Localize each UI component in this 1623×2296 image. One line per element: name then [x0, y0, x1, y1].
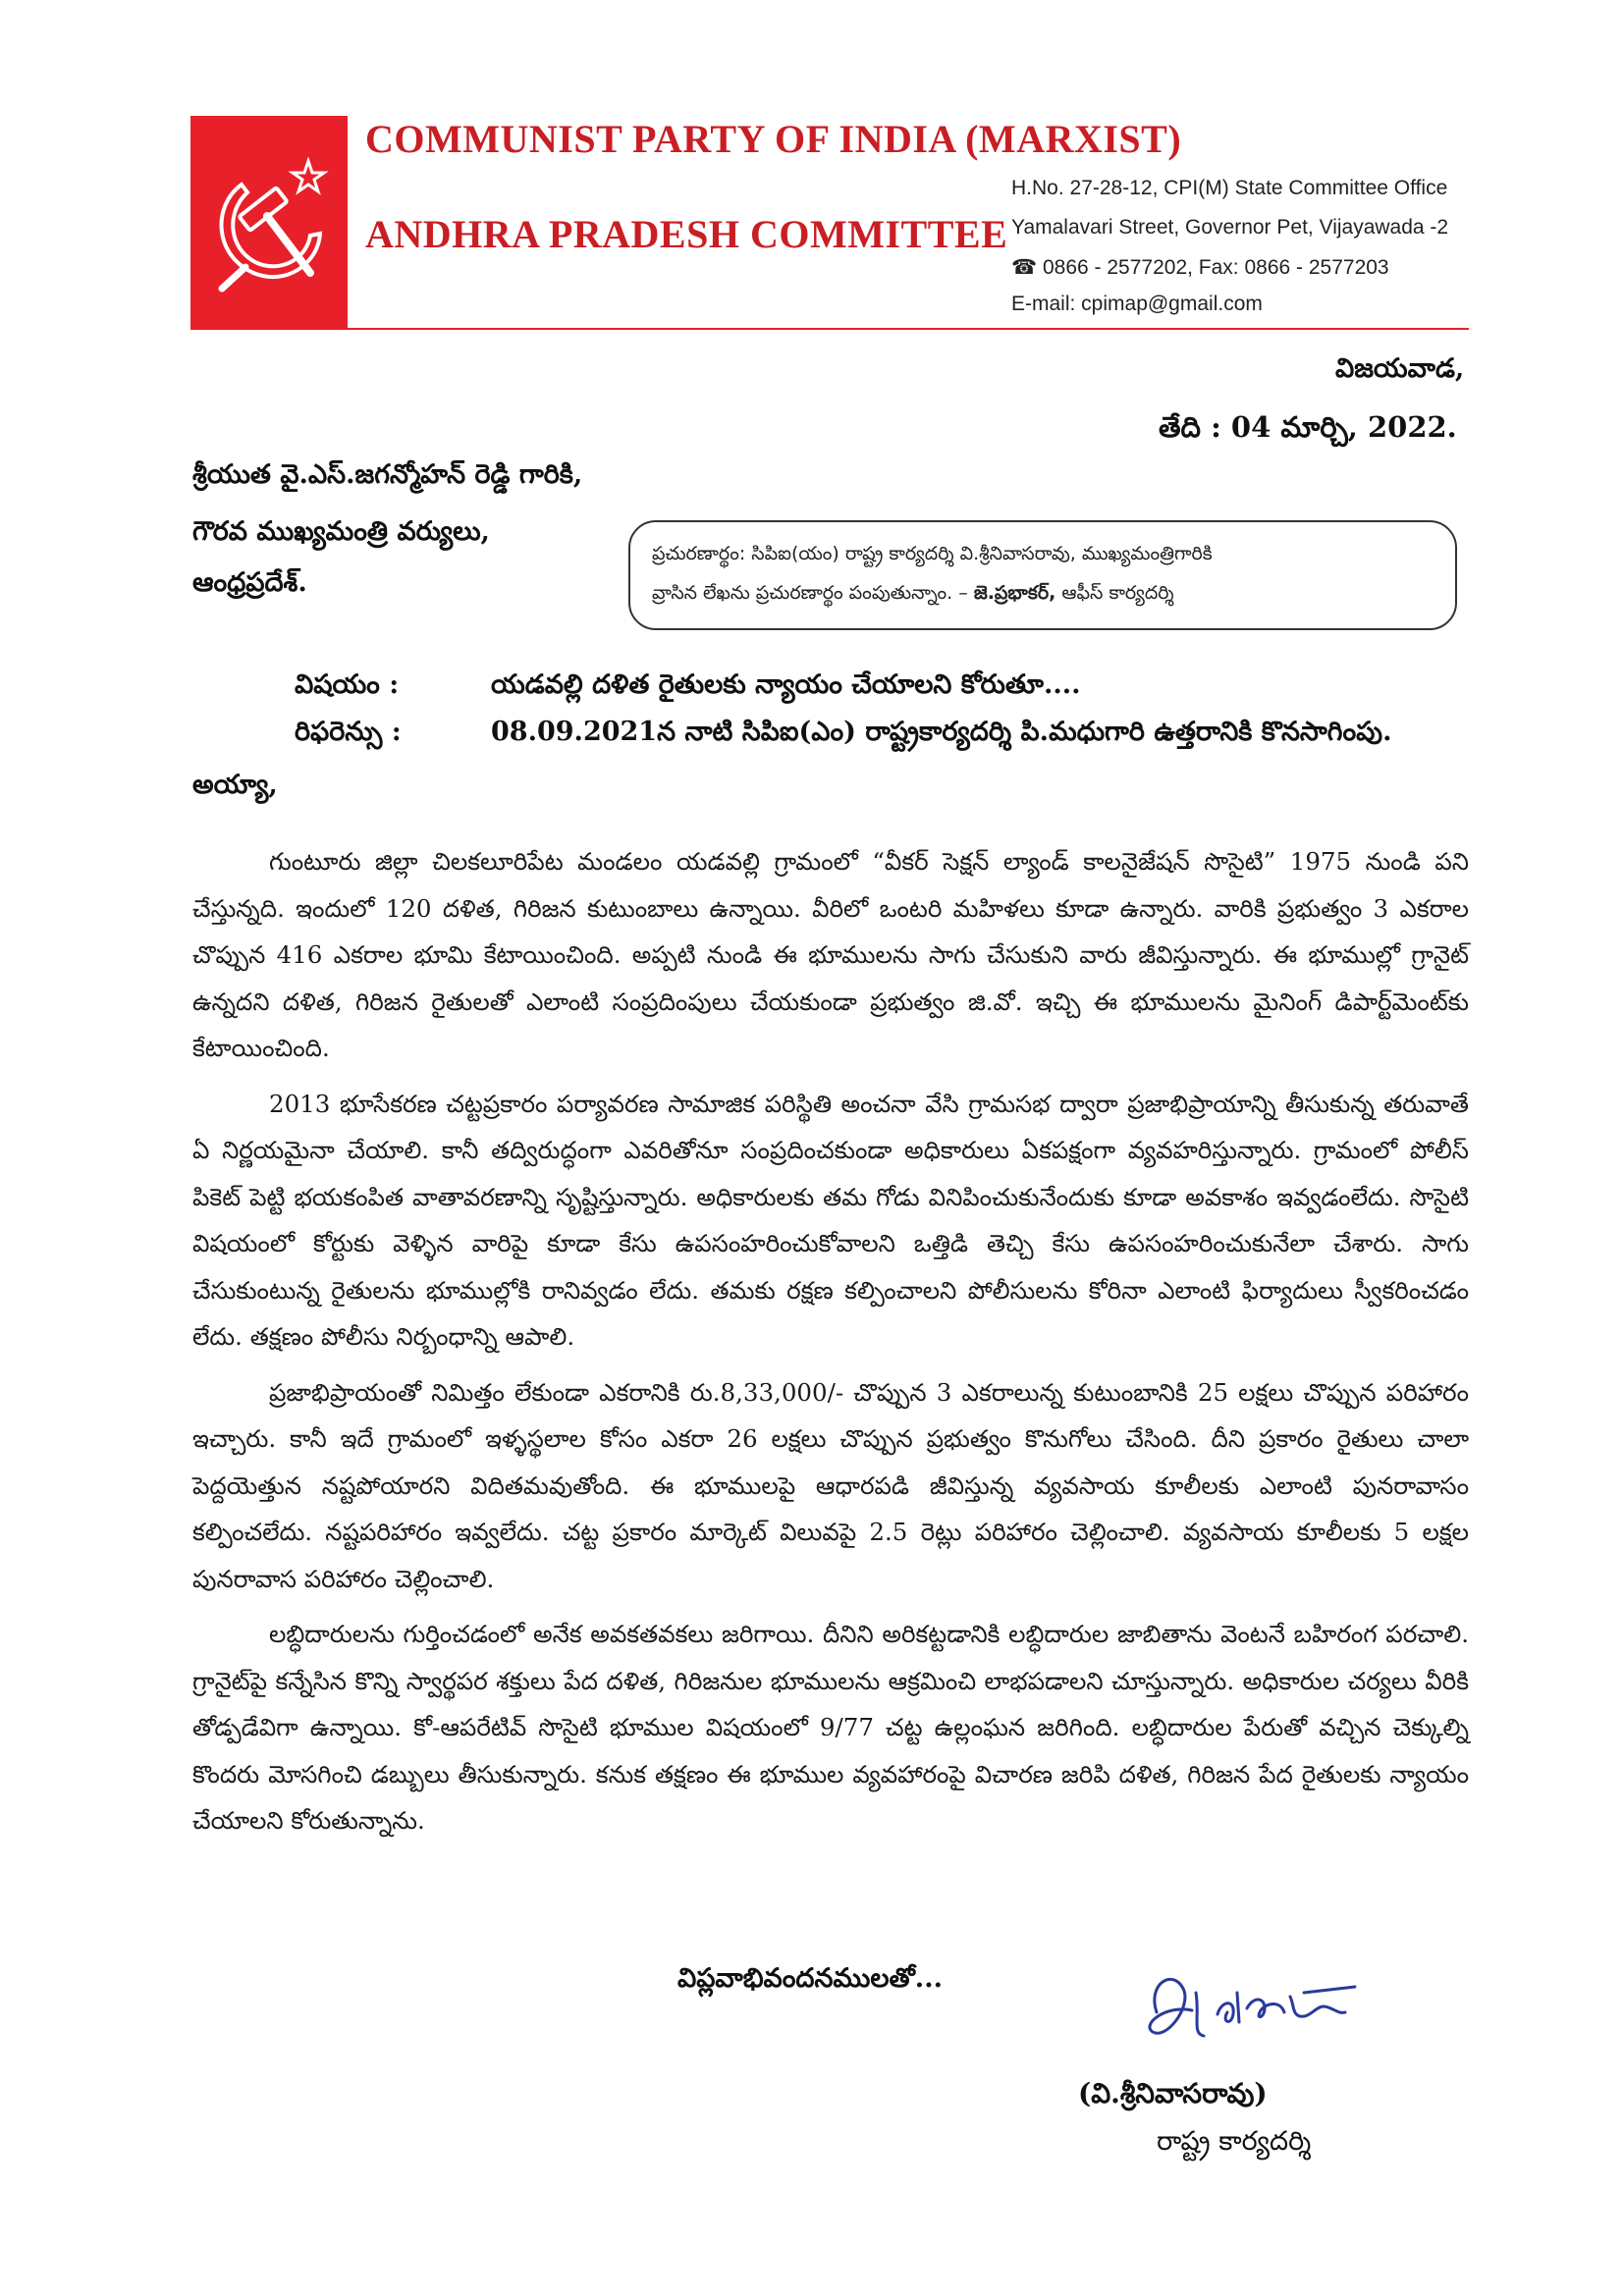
address-line-2: Yamalavari Street, Governor Pet, Vijayawada -2 [1011, 216, 1449, 239]
press-note-box [628, 520, 1457, 630]
reference-label: రిఫరెన్సు : [295, 717, 402, 747]
press-note-sender: జె.ప్రభాకర్, [973, 582, 1056, 604]
phone-icon: ☎ [1011, 256, 1043, 279]
signer-designation: రాష్ట్ర కార్యదర్శి [1157, 2126, 1312, 2157]
body-paragraph: గుంటూరు జిల్లా చిలకలూరిపేట మండలం యడవల్లి గ్రామంలో “వీకర్ సెక్షన్ ల్యాండ్ కాలనైజేషన్ సొసైటి” 1975 నుండి పని చేస్తున్నది. ఇందులో 120 దళిత, గిరిజన కుటుంబాలు ఉన్నాయి. వీరిలో ఒంటరి మహిళలు కూడా ఉన్నారు. వారికి ప్రభుత్వం 3 ఎకరాల చొప్పున 416 ఎకరాల భూమి కేటాయించింది. అప్పటి నుండి ఈ భూములను సాగు చేసుకుని వారు జీవిస్తున్నారు. ఈ భూముల్లో గ్రానైట్ ఉన్నదని దళిత, గిరిజన రైతులతో ఎలాంటి సంప్రదింపులు చేయకుండా ప్రభుత్వం జి.వో. ఇచ్చి ఈ భూములను మైనింగ్ డిపార్ట్‌మెంట్‌కు కేటాయించింది. [192, 847, 1469, 1062]
press-note-text-2: వ్రాసిన లేఖను ప్రచురణార్థం పంపుతున్నాం. – [652, 582, 968, 604]
subject-text: యడవల్లి దళిత రైతులకు న్యాయం చేయాలని కోరుతూ.... [491, 669, 1081, 700]
party-logo [190, 116, 348, 330]
phone-line [1011, 255, 1389, 280]
press-note-line-2 [652, 573, 1434, 613]
handwritten-signature [1127, 1953, 1382, 2065]
reference-text: 08.09.2021న నాటి సిపిఐ(ఎం) రాష్ట్రకార్యదర్శి పి.మధుగారి ఉత్తరానికి కొనసాగింపు. [491, 717, 1392, 747]
letter-body [192, 838, 1469, 1853]
email-line: E-mail: cpimap@gmail.com [1011, 293, 1263, 315]
press-note-line-1 [652, 534, 1434, 573]
address-line-1: H.No. 27-28-12, CPI(M) State Committee Office [1011, 177, 1448, 199]
addressee-state: ఆంధ్రప్రదేశ్. [192, 567, 307, 598]
press-note-text-1: సిపిఐ(యం) రాష్ట్ర కార్యదర్శి వి.శ్రీనివాసరావు, ముఖ్యమంత్రిగారికి [751, 543, 1213, 564]
body-paragraph: 2013 భూసేకరణ చట్టప్రకారం పర్యావరణ సామాజిక పరిస్థితి అంచనా వేసి గ్రామసభ ద్వారా ప్రజాభిప్రాయాన్ని తీసుకున్న తరువాతే ఏ నిర్ణయమైనా చేయాలి. కానీ తద్విరుద్ధంగా ఎవరితోనూ సంప్రదించకుండా అధికారులు ఏకపక్షంగా వ్యవహరిస్తున్నారు. గ్రామంలో పోలీస్ పికెట్ పెట్టి భయకంపిత వాతావరణాన్ని సృష్టిస్తున్నారు. అధికారులకు తమ గోడు వినిపించుకునేందుకు కూడా అవకాశం ఇవ్వడంలేదు. సొసైటి విషయంలో కోర్టుకు వెళ్ళిన వారిపై కూడా కేసు ఉపసంహరించుకోవాలని ఒత్తిడి తెచ్చి కేసు ఉపసంహరించుకునేలా చేశారు. సాగు చేసుకుంటున్న రైతులను భూముల్లోకి రానివ్వడం లేదు. తమకు రక్షణ కల్పించాలని పోలీసులను కోరినా ఎలాంటి ఫిర్యాదులు స్వీకరించడం లేదు. తక్షణం పోలీసు నిర్బంధాన్ని ఆపాలి. [192, 1089, 1469, 1351]
party-name: COMMUNIST PARTY OF INDIA (MARXIST) [365, 117, 1182, 161]
press-note-label: ప్రచురణార్థం: [652, 543, 746, 564]
press-note-sender-role: ఆఫీస్ కార్యదర్శి [1061, 582, 1174, 604]
addressee-title: గౌరవ ముఖ్యమంత్రి వర్యులు, [192, 516, 490, 547]
letterhead-divider [190, 328, 1469, 330]
body-paragraph: లబ్ధిదారులను గుర్తించడంలో అనేక అవకతవకలు జరిగాయి. దీనిని అరికట్టడానికి లబ్ధిదారుల జాబితాను వెంటనే బహిరంగ పరచాలి. గ్రానైట్‌పై కన్నేసిన కొన్ని స్వార్థపర శక్తులు పేద దళిత, గిరిజనుల భూములను ఆక్రమించి లాభపడాలని చూస్తున్నారు. అధికారుల చర్యలు వీరికి తోడ్పడేవిగా ఉన్నాయి. కో-ఆపరేటివ్ సొసైటి భూముల విషయంలో 9/77 చట్ట ఉల్లంఘన జరిగింది. లబ్ధిదారుల పేరుతో వచ్చిన చెక్కుల్ని కొందరు మోసగించి డబ్బులు తీసుకున్నారు. కనుక తక్షణం ఈ భూముల వ్యవహారంపై విచారణ జరిపి దళిత, గిరిజన పేద రైతులకు న్యాయం చేయాలని కోరుతున్నాను. [192, 1620, 1469, 1835]
salutation: అయ్యా, [192, 770, 278, 800]
body-paragraph: ప్రజాభిప్రాయంతో నిమిత్తం లేకుండా ఎకరానికి రు.8,33,000/- చొప్పున 3 ఎకరాలున్న కుటుంబానికి 25 లక్షలు చొప్పున పరిహారం ఇచ్చారు. కానీ ఇదే గ్రామంలో ఇళ్ళస్థలాల కోసం ఎకరా 26 లక్షలు చొప్పున ప్రభుత్వం కొనుగోలు చేసింది. దీని ప్రకారం రైతులు చాలా పెద్దయెత్తున నష్టపోయారని విదితమవుతోంది. ఈ భూములపై ఆధారపడి జీవిస్తున్న వ్యవసాయ కూలీలకు ఎలాంటి పునరావాసం కల్పించలేదు. నష్టపరిహారం ఇవ్వలేదు. చట్ట ప్రకారం మార్కెట్ విలువపై 2.5 రెట్లు పరిహారం చెల్లించాలి. వ్యవసాయ కూలీలకు 5 లక్షల పునరావాస పరిహారం చెల్లించాలి. [192, 1377, 1469, 1593]
closing-line: విప్లవాభివందనములతో... [677, 1963, 944, 1994]
letter-place: విజయవాడ, [1335, 353, 1465, 384]
subject-label: విషయం : [295, 669, 400, 700]
signer-name: (వి.శ్రీనివాసరావు) [1078, 2077, 1268, 2109]
letter-date: తేది : 04 మార్చి, 2022. [1159, 410, 1457, 444]
addressee-name: శ్రీయుత వై.ఎస్.జగన్మోహన్ రెడ్డి గారికి, [192, 459, 583, 490]
hammer-sickle-icon [202, 157, 336, 294]
committee-name: ANDHRA PRADESH COMMITTEE [365, 212, 1008, 256]
phone-fax-numbers: 0866 - 2577202, Fax: 0866 - 2577203 [1043, 256, 1389, 279]
